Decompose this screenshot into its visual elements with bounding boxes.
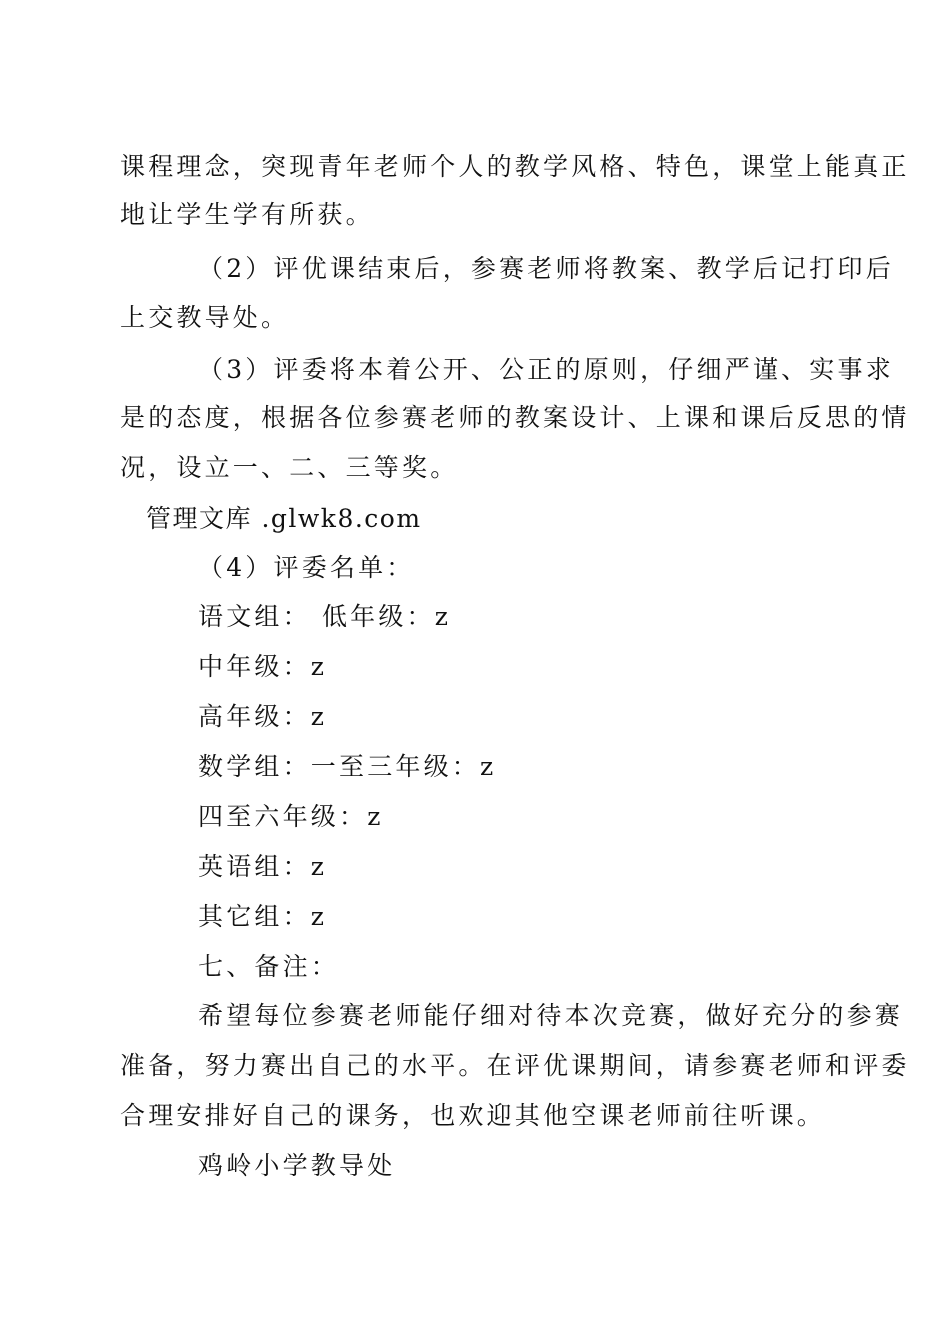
text-line: （2）评优课结束后，参赛老师将教案、教学后记打印后 bbox=[198, 254, 894, 283]
watermark-line: 管理文库 .glwk8.com bbox=[146, 504, 422, 533]
judge-entry: 数学组：一至三年级：z bbox=[198, 752, 497, 781]
text-line: 是的态度，根据各位参赛老师的教案设计、上课和课后反思的情 bbox=[120, 403, 910, 432]
judge-entry: 其它组：z bbox=[198, 902, 328, 931]
signature-line: 鸡岭小学教导处 bbox=[198, 1151, 396, 1180]
section-heading: 七、备注： bbox=[198, 952, 340, 981]
judge-entry: 四至六年级：z bbox=[198, 802, 384, 831]
text-line: 合理安排好自己的课务，也欢迎其他空课老师前往听课。 bbox=[120, 1101, 826, 1130]
text-line: 希望每位参赛老师能仔细对待本次竞赛，做好充分的参赛 bbox=[198, 1001, 904, 1030]
judge-entry: 英语组：z bbox=[198, 852, 328, 881]
judge-entry: 语文组： 低年级：z bbox=[198, 602, 452, 631]
text-line: 况，设立一、二、三等奖。 bbox=[120, 453, 459, 482]
text-line: （3）评委将本着公开、公正的原则，仔细严谨、实事求 bbox=[198, 355, 894, 384]
text-line: 上交教导处。 bbox=[120, 303, 290, 332]
judges-heading: （4）评委名单： bbox=[198, 553, 415, 582]
text-line: 准备，努力赛出自己的水平。在评优课期间，请参赛老师和评委 bbox=[120, 1051, 910, 1080]
text-line: 课程理念，突现青年老师个人的教学风格、特色，课堂上能真正 bbox=[120, 152, 910, 181]
text-line: 地让学生学有所获。 bbox=[120, 200, 374, 229]
judge-entry: 中年级：z bbox=[198, 652, 328, 681]
judge-entry: 高年级：z bbox=[198, 702, 328, 731]
